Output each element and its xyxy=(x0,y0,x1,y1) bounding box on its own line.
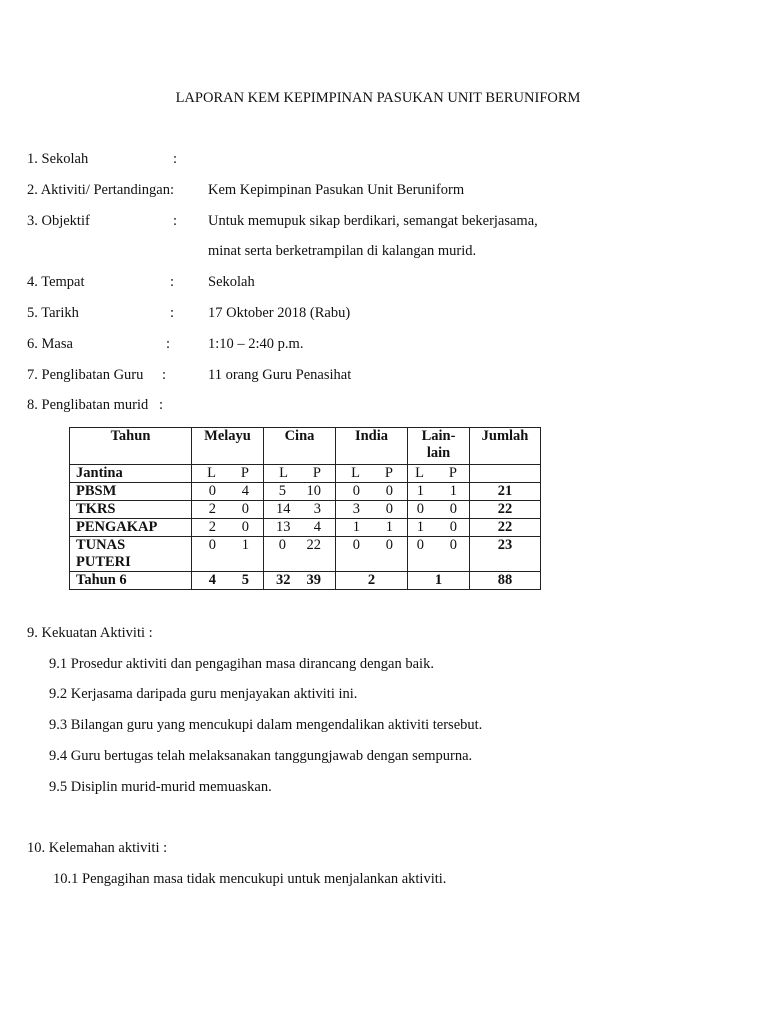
cell-value: 13 xyxy=(276,519,291,535)
row-total: 23 xyxy=(470,537,541,572)
footer-value: 5 xyxy=(241,572,249,588)
cell-value: 0 xyxy=(449,501,457,517)
header-india: India xyxy=(336,428,408,465)
field-label-objektif: 3. Objektif xyxy=(27,213,90,229)
cell-value: 0 xyxy=(449,519,457,535)
cell-value: 1 xyxy=(416,519,424,535)
cell-value: 0 xyxy=(416,537,424,553)
field-colon-objektif: : xyxy=(173,213,178,229)
table-row xyxy=(70,501,541,519)
row-total: 21 xyxy=(470,483,541,501)
table-header-row xyxy=(70,428,541,465)
cell-value: 0 xyxy=(352,537,360,553)
cell-value: 0 xyxy=(278,537,286,553)
row-total: 22 xyxy=(470,501,541,519)
field-value-tarikh: 17 Oktober 2018 (Rabu) xyxy=(208,305,351,321)
table-row xyxy=(70,537,541,572)
field-value-masa: 1:10 – 2:40 p.m. xyxy=(208,336,304,352)
cell-value: 0 xyxy=(449,537,457,553)
kelemahan-item: 10.1 Pengagihan masa tidak mencukupi untuk menjalankan aktiviti. xyxy=(53,871,447,887)
footer-value: 39 xyxy=(306,572,321,588)
field-value-guru: 11 orang Guru Penasihat xyxy=(208,367,352,383)
cell-value: 10 xyxy=(306,483,321,499)
cell-value: 2 xyxy=(208,501,216,517)
jantina-p: P xyxy=(312,465,321,481)
header-lain-line2: lain xyxy=(426,445,451,461)
field-label-tempat: 4. Tempat xyxy=(27,274,85,290)
field-value-objektif-line2: minat serta berketrampilan di kalangan murid. xyxy=(208,243,477,259)
field-value-objektif: Untuk memupuk sikap berdikari, semangat bekerjasama, xyxy=(208,213,538,229)
field-value-aktiviti: Kem Kepimpinan Pasukan Unit Beruniform xyxy=(208,182,465,198)
cell-value: 0 xyxy=(385,501,393,517)
footer-grand-total: 88 xyxy=(470,572,541,590)
cell-value: 1 xyxy=(241,537,249,553)
table-row xyxy=(70,483,541,501)
row-name-line2: PUTERI xyxy=(76,554,131,570)
field-label-aktiviti: 2. Aktiviti/ Pertandingan: xyxy=(27,182,175,198)
jantina-p: P xyxy=(448,465,457,481)
row-name: PBSM xyxy=(70,483,192,501)
footer-name: Tahun 6 xyxy=(70,572,192,590)
header-lain-line1: Lain- xyxy=(421,428,456,444)
jantina-jumlah-empty xyxy=(470,465,541,483)
cell-value: 0 xyxy=(208,537,216,553)
field-label-sekolah: 1. Sekolah xyxy=(27,151,89,167)
cell-value: 0 xyxy=(241,519,249,535)
jantina-l: L xyxy=(351,465,360,481)
field-label-guru: 7. Penglibatan Guru xyxy=(27,367,144,383)
kekuatan-item: 9.5 Disiplin murid-murid memuaskan. xyxy=(49,779,272,795)
cell-value: 1 xyxy=(385,519,393,535)
header-melayu: Melayu xyxy=(192,428,264,465)
table-footer-row xyxy=(70,572,541,590)
row-name: TKRS xyxy=(70,501,192,519)
footer-value: 32 xyxy=(276,572,291,588)
cell-value: 5 xyxy=(278,483,286,499)
header-cina: Cina xyxy=(264,428,336,465)
field-colon-masa: : xyxy=(166,336,171,352)
cell-value: 14 xyxy=(276,501,291,517)
cell-value: 3 xyxy=(313,501,321,517)
cell-value: 3 xyxy=(352,501,360,517)
jantina-l: L xyxy=(415,465,424,481)
row-name-line1: TUNAS xyxy=(76,537,126,553)
jantina-p: P xyxy=(384,465,393,481)
cell-value: 4 xyxy=(313,519,321,535)
document-title: LAPORAN KEM KEPIMPINAN PASUKAN UNIT BERUNIFORM xyxy=(175,90,581,106)
jantina-l: L xyxy=(207,465,216,481)
kelemahan-heading: 10. Kelemahan aktiviti : xyxy=(27,840,168,856)
field-colon-sekolah: : xyxy=(173,151,178,167)
kekuatan-item: 9.1 Prosedur aktiviti dan pengagihan masa dirancang dengan baik. xyxy=(49,656,434,672)
field-label-masa: 6. Masa xyxy=(27,336,73,352)
field-label-murid: 8. Penglibatan murid xyxy=(27,397,149,413)
cell-value: 0 xyxy=(208,483,216,499)
kekuatan-heading: 9. Kekuatan Aktiviti : xyxy=(27,625,153,641)
header-jumlah: Jumlah xyxy=(470,428,541,465)
header-lain-lain xyxy=(408,428,470,465)
cell-value: 0 xyxy=(385,483,393,499)
field-colon-tempat: : xyxy=(170,274,175,290)
cell-value: 0 xyxy=(385,537,393,553)
cell-value: 1 xyxy=(449,483,457,499)
table-row xyxy=(70,519,541,537)
cell-value: 0 xyxy=(352,483,360,499)
field-value-tempat: Sekolah xyxy=(208,274,255,290)
row-name xyxy=(70,537,192,572)
cell-value: 2 xyxy=(208,519,216,535)
cell-value: 1 xyxy=(416,483,424,499)
cell-value: 4 xyxy=(241,483,249,499)
cell-value: 0 xyxy=(241,501,249,517)
footer-india-total: 2 xyxy=(336,572,408,590)
jantina-l: L xyxy=(279,465,288,481)
header-tahun: Tahun xyxy=(70,428,192,465)
row-total: 22 xyxy=(470,519,541,537)
field-label-tarikh: 5. Tarikh xyxy=(27,305,79,321)
field-colon-murid: : xyxy=(159,397,164,413)
row-name: PENGAKAP xyxy=(70,519,192,537)
cell-value: 1 xyxy=(352,519,360,535)
field-colon-guru: : xyxy=(162,367,167,383)
footer-lain-total: 1 xyxy=(408,572,470,590)
kekuatan-item: 9.2 Kerjasama daripada guru menjayakan aktiviti ini. xyxy=(49,686,358,702)
table-row-jantina xyxy=(70,465,541,483)
cell-value: 22 xyxy=(306,537,321,553)
jantina-label: Jantina xyxy=(70,465,192,483)
cell-value: 0 xyxy=(416,501,424,517)
field-colon-tarikh: : xyxy=(170,305,175,321)
jantina-p: P xyxy=(240,465,249,481)
kekuatan-item: 9.4 Guru bertugas telah melaksanakan tanggungjawab dengan sempurna. xyxy=(49,748,473,764)
participation-table xyxy=(69,427,541,590)
footer-value: 4 xyxy=(208,572,216,588)
kekuatan-item: 9.3 Bilangan guru yang mencukupi dalam mengendalikan aktiviti tersebut. xyxy=(49,717,483,733)
